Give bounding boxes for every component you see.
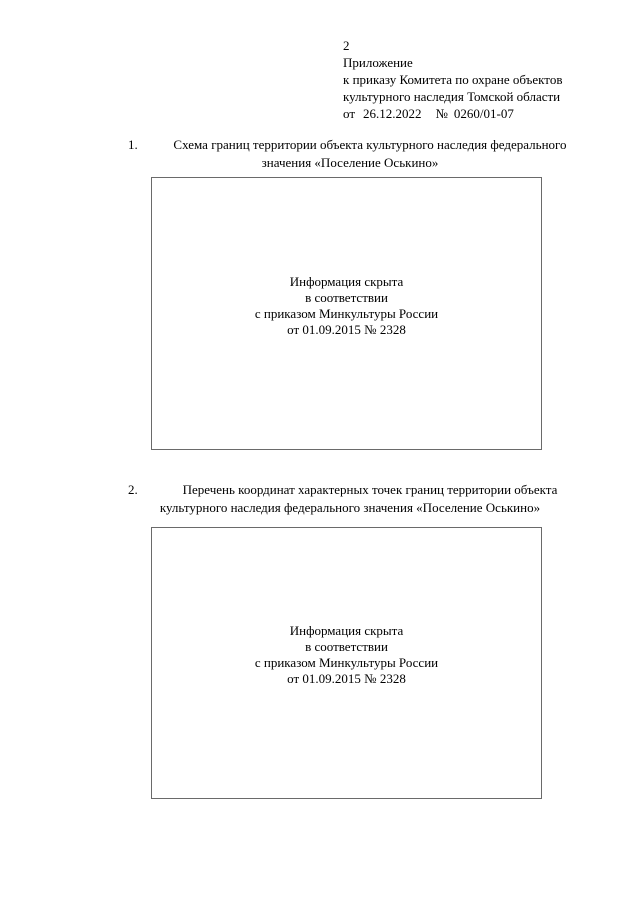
order-number: 0260/01-07 [453, 106, 514, 121]
appendix-title: Приложение [343, 55, 413, 70]
notice-line: от 01.09.2015 № 2328 [287, 671, 406, 686]
notice-line: с приказом Минкультуры России [254, 305, 439, 321]
section-1-hidden-content-box [151, 177, 542, 450]
notice-line: Информация скрыта [289, 273, 404, 289]
section-2-number: 2. [128, 482, 138, 497]
section-2-hidden-content-box [151, 527, 542, 799]
date-prefix: от [343, 106, 356, 121]
section-1-number: 1. [128, 137, 138, 152]
notice-line: Информация скрыта [289, 623, 404, 638]
section-1-heading [100, 136, 600, 172]
appendix-committee-line: культурного наследия Томской области [343, 89, 561, 104]
appendix-date-line [343, 105, 633, 122]
number-sign: № [435, 106, 448, 121]
section-2-title-line1: Перечень координат характерных точек границ территории объекта [182, 482, 558, 497]
notice-line: в соответствии [305, 639, 388, 654]
section-2-heading [100, 481, 600, 517]
page-number: 2 [343, 38, 350, 53]
section-1-hidden-notice [255, 274, 438, 338]
appendix-header [343, 54, 633, 122]
section-2-hidden-notice [255, 623, 438, 687]
section-1-title-line2: значения «Поселение Оськино» [261, 155, 439, 170]
notice-line: с приказом Минкультуры России [254, 655, 439, 670]
order-date: 26.12.2022 [363, 106, 422, 121]
section-2-title-line2: культурного наследия федерального значения «Поселение Оськино» [159, 500, 541, 515]
section-1-title-line1: Схема границ территории объекта культурного наследия федерального [173, 137, 567, 152]
notice-line: от 01.09.2015 № 2328 [287, 321, 406, 337]
notice-line: в соответствии [305, 289, 388, 305]
appendix-order-line: к приказу Комитета по охране объектов [343, 72, 563, 87]
